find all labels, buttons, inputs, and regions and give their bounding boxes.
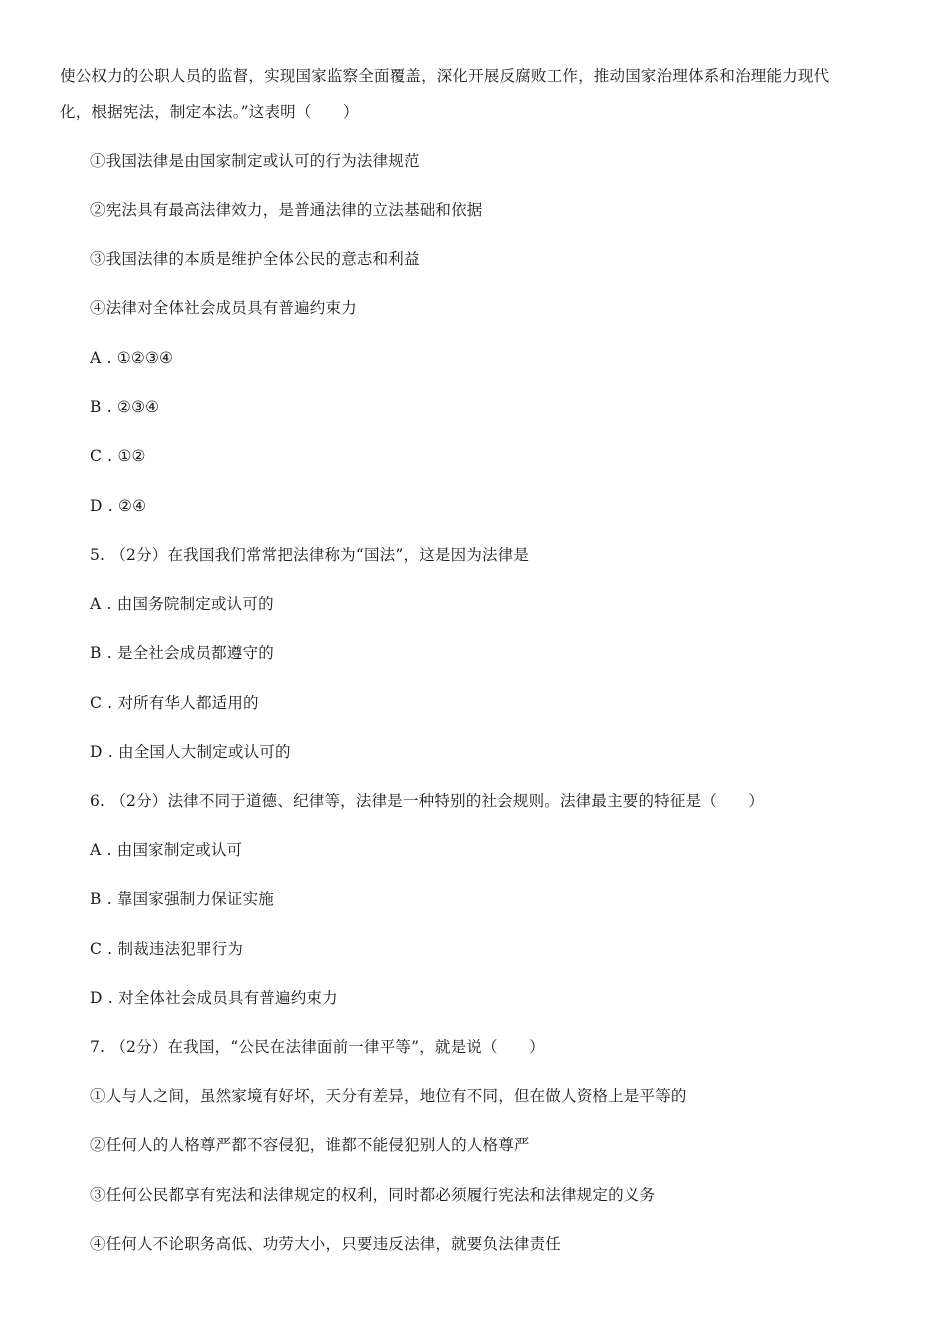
q4-option-c: C . ①② bbox=[90, 447, 146, 465]
q7-statement-3: ③任何公民都享有宪法和法律规定的权利，同时都必须履行宪法和法律规定的义务 bbox=[90, 1186, 656, 1204]
q6-option-d: D . 对全体社会成员具有普遍约束力 bbox=[90, 989, 338, 1007]
question-7-stem: 7. （2分）在我国，“公民在法律面前一律平等”，就是说（ ） bbox=[90, 1038, 545, 1056]
q4-option-a: A . ①②③④ bbox=[90, 349, 174, 367]
question-4-stem-line-2: 化，根据宪法，制定本法。”这表明（ ） bbox=[60, 103, 359, 121]
question-5-stem: 5. （2分）在我国我们常常把法律称为“国法”，这是因为法律是 bbox=[90, 546, 530, 564]
question-6-stem: 6. （2分）法律不同于道德、纪律等，法律是一种特别的社会规则。法律最主要的特征是（ ） bbox=[90, 792, 765, 810]
q4-option-d: D . ②④ bbox=[90, 497, 147, 515]
q6-option-b: B . 靠国家强制力保证实施 bbox=[90, 890, 274, 908]
q4-statement-1: ①我国法律是由国家制定或认可的行为法律规范 bbox=[90, 152, 420, 170]
question-4-stem-line-1: 使公权力的公职人员的监督，实现国家监察全面覆盖，深化开展反腐败工作，推动国家治理体系和治理能力现代 bbox=[60, 67, 830, 85]
q5-option-d: D . 由全国人大制定或认可的 bbox=[90, 743, 291, 761]
q4-statement-2: ②宪法具有最高法律效力，是普通法律的立法基础和依据 bbox=[90, 201, 483, 219]
q5-option-c: C . 对所有华人都适用的 bbox=[90, 694, 259, 712]
q4-statement-4: ④法律对全体社会成员具有普遍约束力 bbox=[90, 299, 357, 317]
q5-option-b: B . 是全社会成员都遵守的 bbox=[90, 644, 274, 662]
q7-statement-2: ②任何人的人格尊严都不容侵犯，谁都不能侵犯别人的人格尊严 bbox=[90, 1136, 530, 1154]
q7-statement-4: ④任何人不论职务高低、功劳大小，只要违反法律，就要负法律责任 bbox=[90, 1235, 562, 1253]
q4-option-b: B . ②③④ bbox=[90, 398, 160, 416]
q4-statement-3: ③我国法律的本质是维护全体公民的意志和利益 bbox=[90, 250, 420, 268]
q7-statement-1: ①人与人之间，虽然家境有好坏，天分有差异，地位有不同，但在做人资格上是平等的 bbox=[90, 1087, 687, 1105]
q5-option-a: A . 由国务院制定或认可的 bbox=[90, 595, 274, 613]
q6-option-c: C . 制裁违法犯罪行为 bbox=[90, 940, 244, 958]
q6-option-a: A . 由国家制定或认可 bbox=[90, 841, 243, 859]
